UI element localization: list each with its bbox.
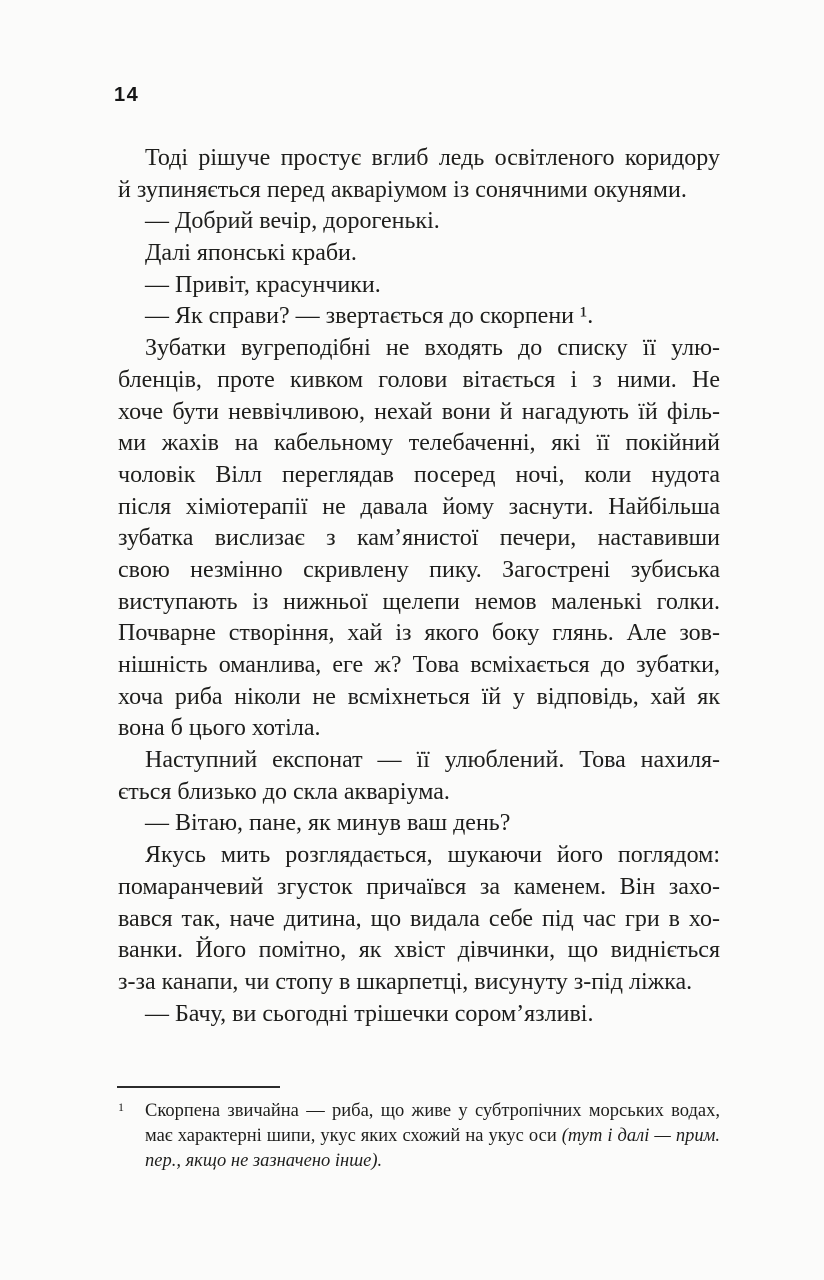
text-line: — Як справи? — звертається до скорпени ¹. [145,303,594,330]
text-line: Зубатки вугреподібні не входять до списку її улю- [145,335,720,362]
footnote [118,1099,720,1174]
text-line: Тоді рішуче простує вглиб ледь освітленого коридору [145,145,720,171]
text-line: — Добрий вечір, дорогенькі. [145,208,440,235]
text-line: Далі японські краби. [145,240,357,267]
footnote-marker: 1 [118,1100,124,1114]
text-line: помаранчевий згусток причаївся за каменем. Він захо- [118,873,720,900]
footnote-line [145,1124,720,1149]
footnote-line-text-italic: пер., якщо не зазначено інше). [145,1151,383,1171]
text-line: Почварне створіння, хай із якого боку глянь. Але зов- [118,620,720,647]
text-line: — Вітаю, пане, як минув ваш день? [145,810,511,837]
text-line: Якусь мить розглядається, шукаючи його поглядом: [145,842,720,869]
footnote-line [145,1099,720,1124]
text-line: з-за канапи, чи стопу в шкарпетці, висунуту з-під ліжка. [118,968,693,995]
text-line: виступають із нижньої щелепи немов маленькі голки. [118,588,720,615]
text-line: нішність оманлива, еге ж? Това всміхається до зубатки, [118,652,720,678]
text-line: зубатка вислизає з кам’янистої печери, наставивши [118,525,720,552]
text-line: вався так, наче дитина, що видала себе під час гри в хо- [118,905,720,932]
footnote-line-text: має характерні шипи, укус яких схожий на укус оси [145,1126,562,1146]
text-line: хоча риба ніколи не всміхнеться їй у відповідь, хай як [118,683,720,710]
page-number: 14 [114,84,140,106]
footnote-text [145,1099,720,1174]
body-text [118,143,720,1030]
text-line: ванки. Його помітно, як хвіст дівчинки, що видніється [118,937,720,964]
footnote-line-text-italic: (тут і далі — прим. [561,1126,721,1146]
text-line: ється близько до скла акваріума. [118,778,450,805]
text-line: після хіміотерапії не давала йому заснути. Найбільша [118,493,720,520]
footnote-line [145,1149,720,1174]
text-line: — Привіт, красунчики. [145,271,381,298]
footnote-separator [117,1086,280,1088]
text-line: й зупиняється перед акваріумом із сонячними окунями. [118,176,687,203]
text-line: свою незмінно скривлену пику. Загострені зубиська [118,556,720,583]
text-line: — Бачу, ви сьогодні трішечки сором’язливі. [145,1000,594,1027]
text-line: Наступний експонат — її улюблений. Това нахиля- [145,747,720,774]
text-line: ми жахів на кабельному телебаченні, які її покійний [118,430,720,457]
text-line: бленців, проте кивком голови вітається і з ними. Не [118,366,720,393]
text-line: хоче бути неввічливою, нехай вони й нагадують їй філь- [118,398,720,425]
text-line: чоловік Вілл переглядав посеред ночі, коли нудота [118,461,720,488]
footnote-line-text: Скорпена звичайна — риба, що живе у субтропічних морських водах, [145,1101,720,1121]
text-line: вона б цього хотіла. [118,715,321,742]
